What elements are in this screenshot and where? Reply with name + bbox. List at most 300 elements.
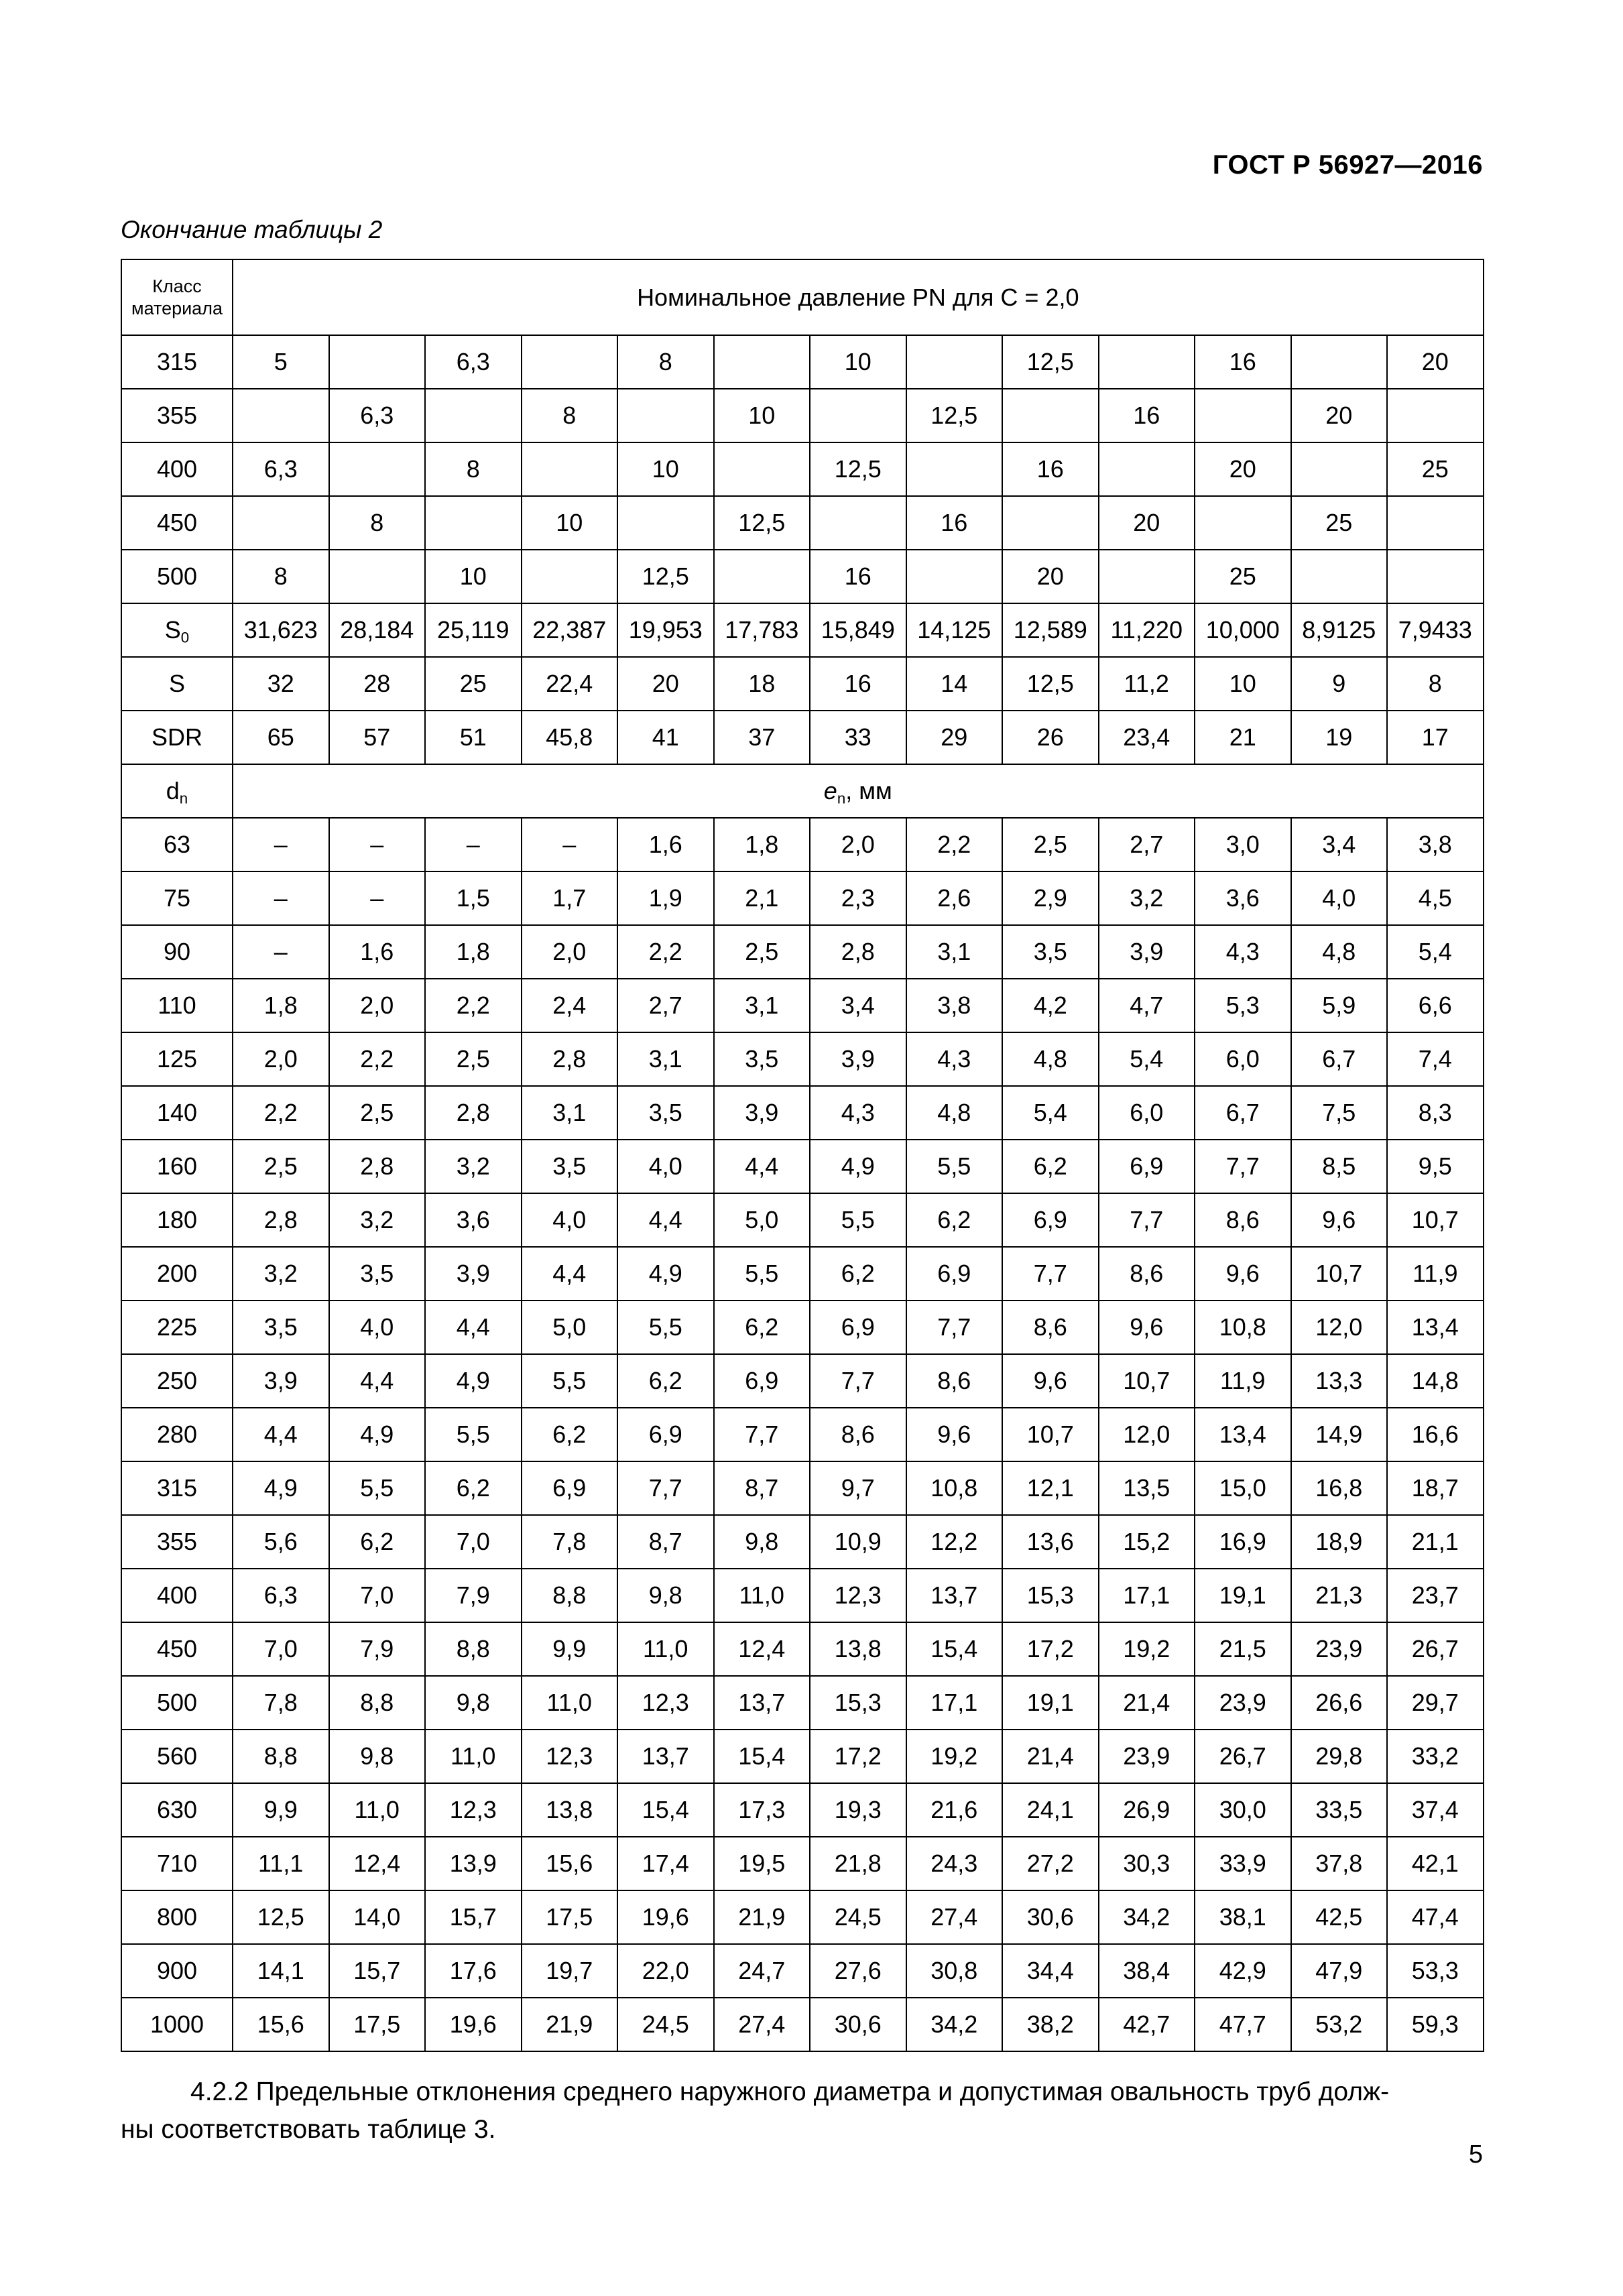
thickness-cell: 18,7 bbox=[1387, 1461, 1484, 1515]
thickness-cell: 19,1 bbox=[1002, 1676, 1099, 1730]
pressure-cell bbox=[329, 442, 426, 496]
outer-diameter-cell: 1000 bbox=[121, 1998, 233, 2051]
thickness-cell: 12,3 bbox=[810, 1569, 906, 1622]
nominal-pressure-header: Номинальное давление PN для C = 2,0 bbox=[233, 259, 1484, 335]
thickness-cell: 2,5 bbox=[233, 1140, 329, 1193]
thickness-cell: 17,2 bbox=[810, 1730, 906, 1783]
thickness-cell: 42,1 bbox=[1387, 1837, 1484, 1890]
thickness-cell: 21,9 bbox=[522, 1998, 618, 2051]
en-subscript: n bbox=[837, 790, 846, 807]
thickness-cell: 13,8 bbox=[522, 1783, 618, 1837]
thickness-cell: 8,8 bbox=[233, 1730, 329, 1783]
thickness-cell: 5,5 bbox=[810, 1193, 906, 1247]
thickness-cell: 17,4 bbox=[617, 1837, 714, 1890]
thickness-cell: 3,4 bbox=[1291, 818, 1388, 871]
outer-diameter-cell: 75 bbox=[121, 871, 233, 925]
thickness-cell: 27,6 bbox=[810, 1944, 906, 1998]
pressure-cell: 10 bbox=[810, 335, 906, 389]
thickness-cell: 3,1 bbox=[714, 979, 810, 1032]
thickness-cell: 11,0 bbox=[522, 1676, 618, 1730]
outer-diameter-cell: 500 bbox=[121, 1676, 233, 1730]
pressure-cell bbox=[906, 442, 1003, 496]
thickness-cell: 2,9 bbox=[1002, 871, 1099, 925]
pressure-cell: 10 bbox=[617, 442, 714, 496]
thickness-cell: – bbox=[233, 871, 329, 925]
thickness-cell: 3,4 bbox=[810, 979, 906, 1032]
thickness-row bbox=[121, 1676, 1484, 1730]
thickness-cell: 4,9 bbox=[233, 1461, 329, 1515]
thickness-cell: 7,7 bbox=[1195, 1140, 1291, 1193]
thickness-cell: 15,0 bbox=[1195, 1461, 1291, 1515]
thickness-cell: 2,6 bbox=[906, 871, 1003, 925]
thickness-cell: 42,9 bbox=[1195, 1944, 1291, 1998]
thickness-cell: 7,7 bbox=[810, 1354, 906, 1408]
en-unit: , мм bbox=[845, 777, 892, 804]
thickness-cell: 13,4 bbox=[1195, 1408, 1291, 1461]
paragraph-line-2: ны соответствовать таблице 3. bbox=[121, 2115, 496, 2144]
thickness-cell: 19,2 bbox=[906, 1730, 1003, 1783]
thickness-cell: 10,9 bbox=[810, 1515, 906, 1569]
thickness-cell: 6,2 bbox=[810, 1247, 906, 1301]
thickness-cell: 9,8 bbox=[329, 1730, 426, 1783]
pressure-cell: 12,5 bbox=[714, 496, 810, 550]
thickness-cell: 8,6 bbox=[906, 1354, 1003, 1408]
thickness-cell: 17,1 bbox=[1099, 1569, 1195, 1622]
thickness-cell: 3,2 bbox=[329, 1193, 426, 1247]
thickness-row bbox=[121, 1622, 1484, 1676]
pressure-cell: 20 bbox=[1291, 389, 1388, 442]
thickness-cell: 8,5 bbox=[1291, 1140, 1388, 1193]
thickness-cell: 16,6 bbox=[1387, 1408, 1484, 1461]
sdr-row bbox=[121, 711, 1484, 764]
thickness-cell: – bbox=[233, 925, 329, 979]
thickness-cell: 4,0 bbox=[329, 1301, 426, 1354]
thickness-cell: 21,3 bbox=[1291, 1569, 1388, 1622]
thickness-cell: 3,9 bbox=[1099, 925, 1195, 979]
material-class-cell: 450 bbox=[121, 496, 233, 550]
thickness-cell: 2,2 bbox=[425, 979, 522, 1032]
pressure-cell bbox=[1387, 389, 1484, 442]
outer-diameter-cell: 560 bbox=[121, 1730, 233, 1783]
thickness-cell: 2,5 bbox=[425, 1032, 522, 1086]
pressure-cell: 25 bbox=[1291, 496, 1388, 550]
table-header-row bbox=[121, 259, 1484, 335]
thickness-cell: 2,8 bbox=[425, 1086, 522, 1140]
thickness-cell: 4,8 bbox=[906, 1086, 1003, 1140]
thickness-row bbox=[121, 979, 1484, 1032]
outer-diameter-cell: 90 bbox=[121, 925, 233, 979]
thickness-cell: 5,9 bbox=[1291, 979, 1388, 1032]
thickness-cell: 1,8 bbox=[714, 818, 810, 871]
s0-cell: 25,119 bbox=[425, 603, 522, 657]
pressure-cell bbox=[1195, 496, 1291, 550]
thickness-cell: 9,8 bbox=[714, 1515, 810, 1569]
thickness-cell: 11,9 bbox=[1195, 1354, 1291, 1408]
pressure-row bbox=[121, 389, 1484, 442]
thickness-cell: 7,0 bbox=[233, 1622, 329, 1676]
thickness-cell: 7,5 bbox=[1291, 1086, 1388, 1140]
s-cell: 32 bbox=[233, 657, 329, 711]
thickness-cell: 18,9 bbox=[1291, 1515, 1388, 1569]
outer-diameter-cell: 710 bbox=[121, 1837, 233, 1890]
document-code: ГОСТ Р 56927—2016 bbox=[1212, 150, 1483, 180]
thickness-cell: – bbox=[329, 818, 426, 871]
thickness-cell: 2,5 bbox=[1002, 818, 1099, 871]
outer-diameter-cell: 900 bbox=[121, 1944, 233, 1998]
thickness-cell: 2,7 bbox=[1099, 818, 1195, 871]
thickness-cell: 5,0 bbox=[714, 1193, 810, 1247]
s0-cell: 11,220 bbox=[1099, 603, 1195, 657]
thickness-cell: 4,7 bbox=[1099, 979, 1195, 1032]
pressure-cell: 8 bbox=[329, 496, 426, 550]
thickness-cell: 16,9 bbox=[1195, 1515, 1291, 1569]
pressure-cell bbox=[425, 389, 522, 442]
page-number: 5 bbox=[1468, 2140, 1483, 2169]
sdr-cell: 41 bbox=[617, 711, 714, 764]
s-cell: 9 bbox=[1291, 657, 1388, 711]
thickness-cell: 4,5 bbox=[1387, 871, 1484, 925]
thickness-cell: 2,2 bbox=[329, 1032, 426, 1086]
pressure-cell bbox=[714, 335, 810, 389]
thickness-cell: 3,2 bbox=[425, 1140, 522, 1193]
thickness-cell: 27,2 bbox=[1002, 1837, 1099, 1890]
thickness-row bbox=[121, 1730, 1484, 1783]
thickness-cell: 34,2 bbox=[1099, 1890, 1195, 1944]
pressure-cell: 16 bbox=[906, 496, 1003, 550]
pressure-cell: 20 bbox=[1387, 335, 1484, 389]
thickness-cell: 23,9 bbox=[1291, 1622, 1388, 1676]
thickness-row bbox=[121, 1408, 1484, 1461]
thickness-cell: 3,9 bbox=[714, 1086, 810, 1140]
thickness-cell: 10,7 bbox=[1002, 1408, 1099, 1461]
thickness-cell: 8,3 bbox=[1387, 1086, 1484, 1140]
thickness-cell: 13,3 bbox=[1291, 1354, 1388, 1408]
thickness-cell: 26,7 bbox=[1195, 1730, 1291, 1783]
thickness-cell: 26,7 bbox=[1387, 1622, 1484, 1676]
thickness-cell: 15,7 bbox=[329, 1944, 426, 1998]
thickness-cell: 8,8 bbox=[329, 1676, 426, 1730]
thickness-cell: 47,4 bbox=[1387, 1890, 1484, 1944]
s0-cell: 19,953 bbox=[617, 603, 714, 657]
thickness-cell: 3,5 bbox=[522, 1140, 618, 1193]
thickness-cell: 9,6 bbox=[1099, 1301, 1195, 1354]
pressure-cell bbox=[1002, 389, 1099, 442]
paragraph-line-1: 4.2.2 Предельные отклонения среднего наружного диаметра и допустимая овальность труб долж- bbox=[190, 2077, 1390, 2106]
s0-cell: 15,849 bbox=[810, 603, 906, 657]
pressure-cell: 16 bbox=[1002, 442, 1099, 496]
thickness-cell: 12,3 bbox=[617, 1676, 714, 1730]
thickness-cell: 7,9 bbox=[329, 1622, 426, 1676]
thickness-cell: 7,0 bbox=[329, 1569, 426, 1622]
pressure-cell bbox=[1099, 550, 1195, 603]
pressure-cell: 6,3 bbox=[425, 335, 522, 389]
thickness-cell: 5,5 bbox=[329, 1461, 426, 1515]
pressure-cell: 12,5 bbox=[1002, 335, 1099, 389]
pressure-cell: 12,5 bbox=[617, 550, 714, 603]
thickness-cell: 38,4 bbox=[1099, 1944, 1195, 1998]
thickness-cell: 38,1 bbox=[1195, 1890, 1291, 1944]
thickness-cell: 6,2 bbox=[906, 1193, 1003, 1247]
outer-diameter-cell: 200 bbox=[121, 1247, 233, 1301]
pressure-cell bbox=[1099, 442, 1195, 496]
thickness-cell: 3,2 bbox=[233, 1247, 329, 1301]
s-cell: 8 bbox=[1387, 657, 1484, 711]
thickness-cell: – bbox=[425, 818, 522, 871]
thickness-cell: 4,2 bbox=[1002, 979, 1099, 1032]
material-class-header bbox=[121, 259, 233, 335]
pressure-cell: 20 bbox=[1099, 496, 1195, 550]
thickness-cell: 4,9 bbox=[810, 1140, 906, 1193]
material-class-cell: 400 bbox=[121, 442, 233, 496]
pressure-cell bbox=[329, 550, 426, 603]
thickness-cell: 12,3 bbox=[522, 1730, 618, 1783]
thickness-cell: 4,9 bbox=[425, 1354, 522, 1408]
pressure-cell bbox=[425, 496, 522, 550]
thickness-cell: 1,5 bbox=[425, 871, 522, 925]
material-class-header-line1: Класс bbox=[152, 276, 202, 297]
thickness-cell: 21,4 bbox=[1099, 1676, 1195, 1730]
s0-label-symbol: S bbox=[164, 616, 181, 644]
pressure-cell bbox=[1291, 335, 1388, 389]
thickness-cell: 8,6 bbox=[810, 1408, 906, 1461]
thickness-cell: 15,4 bbox=[714, 1730, 810, 1783]
thickness-cell: 2,5 bbox=[714, 925, 810, 979]
thickness-cell: 12,1 bbox=[1002, 1461, 1099, 1515]
thickness-cell: 11,1 bbox=[233, 1837, 329, 1890]
pressure-cell bbox=[906, 335, 1003, 389]
thickness-row bbox=[121, 1140, 1484, 1193]
thickness-cell: 5,4 bbox=[1002, 1086, 1099, 1140]
s0-label-subscript: 0 bbox=[180, 629, 190, 646]
thickness-cell: 17,6 bbox=[425, 1944, 522, 1998]
thickness-cell: 12,4 bbox=[329, 1837, 426, 1890]
thickness-cell: 6,2 bbox=[329, 1515, 426, 1569]
thickness-cell: 29,8 bbox=[1291, 1730, 1388, 1783]
thickness-cell: 3,1 bbox=[617, 1032, 714, 1086]
thickness-cell: 2,8 bbox=[233, 1193, 329, 1247]
thickness-row bbox=[121, 1301, 1484, 1354]
outer-diameter-cell: 400 bbox=[121, 1569, 233, 1622]
thickness-cell: 14,0 bbox=[329, 1890, 426, 1944]
pressure-cell bbox=[1099, 335, 1195, 389]
thickness-cell: 15,4 bbox=[906, 1622, 1003, 1676]
pressure-cell: 8 bbox=[425, 442, 522, 496]
thickness-cell: 9,5 bbox=[1387, 1140, 1484, 1193]
pressure-cell bbox=[906, 550, 1003, 603]
thickness-cell: 19,3 bbox=[810, 1783, 906, 1837]
pressure-cell bbox=[1387, 496, 1484, 550]
thickness-cell: 15,6 bbox=[522, 1837, 618, 1890]
thickness-cell: 7,8 bbox=[233, 1676, 329, 1730]
thickness-cell: 13,5 bbox=[1099, 1461, 1195, 1515]
thickness-cell: 6,6 bbox=[1387, 979, 1484, 1032]
thickness-cell: 19,6 bbox=[617, 1890, 714, 1944]
outer-diameter-cell: 225 bbox=[121, 1301, 233, 1354]
thickness-cell: 11,0 bbox=[714, 1569, 810, 1622]
thickness-row bbox=[121, 1837, 1484, 1890]
outer-diameter-cell: 280 bbox=[121, 1408, 233, 1461]
s-cell: 28 bbox=[329, 657, 426, 711]
thickness-cell: 59,3 bbox=[1387, 1998, 1484, 2051]
sdr-label: SDR bbox=[121, 711, 233, 764]
thickness-cell: 5,3 bbox=[1195, 979, 1291, 1032]
thickness-cell: 12,2 bbox=[906, 1515, 1003, 1569]
thickness-cell: 4,4 bbox=[714, 1140, 810, 1193]
pressure-row bbox=[121, 442, 1484, 496]
thickness-cell: 8,8 bbox=[522, 1569, 618, 1622]
thickness-cell: 7,7 bbox=[714, 1408, 810, 1461]
wall-thickness-table bbox=[121, 259, 1484, 2052]
thickness-cell: 3,2 bbox=[1099, 871, 1195, 925]
thickness-cell: 6,7 bbox=[1195, 1086, 1291, 1140]
thickness-cell: 8,7 bbox=[714, 1461, 810, 1515]
thickness-cell: 3,6 bbox=[425, 1193, 522, 1247]
dn-label-symbol: d bbox=[166, 777, 180, 804]
thickness-cell: 9,9 bbox=[522, 1622, 618, 1676]
thickness-cell: 10,8 bbox=[1195, 1301, 1291, 1354]
thickness-cell: 2,0 bbox=[233, 1032, 329, 1086]
thickness-cell: 12,0 bbox=[1291, 1301, 1388, 1354]
thickness-row bbox=[121, 818, 1484, 871]
thickness-cell: – bbox=[233, 818, 329, 871]
thickness-cell: 5,4 bbox=[1099, 1032, 1195, 1086]
thickness-cell: 2,4 bbox=[522, 979, 618, 1032]
thickness-cell: 34,2 bbox=[906, 1998, 1003, 2051]
sdr-cell: 65 bbox=[233, 711, 329, 764]
thickness-cell: 4,9 bbox=[329, 1408, 426, 1461]
thickness-cell: 4,8 bbox=[1291, 925, 1388, 979]
sdr-cell: 29 bbox=[906, 711, 1003, 764]
thickness-cell: 6,9 bbox=[810, 1301, 906, 1354]
thickness-cell: 2,0 bbox=[329, 979, 426, 1032]
thickness-cell: 3,5 bbox=[714, 1032, 810, 1086]
outer-diameter-cell: 160 bbox=[121, 1140, 233, 1193]
thickness-cell: 14,9 bbox=[1291, 1408, 1388, 1461]
thickness-cell: 2,2 bbox=[906, 818, 1003, 871]
pressure-row bbox=[121, 496, 1484, 550]
pressure-cell bbox=[1002, 496, 1099, 550]
thickness-cell: 17,5 bbox=[522, 1890, 618, 1944]
thickness-cell: 7,7 bbox=[617, 1461, 714, 1515]
thickness-row bbox=[121, 1032, 1484, 1086]
thickness-cell: 3,6 bbox=[1195, 871, 1291, 925]
material-class-cell: 500 bbox=[121, 550, 233, 603]
s0-cell: 7,9433 bbox=[1387, 603, 1484, 657]
thickness-cell: 7,7 bbox=[1002, 1247, 1099, 1301]
s-cell: 22,4 bbox=[522, 657, 618, 711]
thickness-cell: 9,6 bbox=[1002, 1354, 1099, 1408]
thickness-cell: 12,5 bbox=[233, 1890, 329, 1944]
thickness-cell: 6,7 bbox=[1291, 1032, 1388, 1086]
thickness-cell: 19,6 bbox=[425, 1998, 522, 2051]
thickness-cell: 3,0 bbox=[1195, 818, 1291, 871]
thickness-cell: 19,5 bbox=[714, 1837, 810, 1890]
pressure-cell bbox=[1291, 550, 1388, 603]
s0-cell: 31,623 bbox=[233, 603, 329, 657]
thickness-cell: 24,7 bbox=[714, 1944, 810, 1998]
thickness-cell: 6,0 bbox=[1099, 1086, 1195, 1140]
pressure-cell bbox=[329, 335, 426, 389]
thickness-cell: 5,5 bbox=[522, 1354, 618, 1408]
thickness-cell: 15,3 bbox=[1002, 1569, 1099, 1622]
thickness-cell: 3,9 bbox=[233, 1354, 329, 1408]
thickness-cell: 11,0 bbox=[329, 1783, 426, 1837]
thickness-cell: 21,8 bbox=[810, 1837, 906, 1890]
thickness-cell: 3,9 bbox=[425, 1247, 522, 1301]
thickness-cell: 9,6 bbox=[906, 1408, 1003, 1461]
thickness-cell: 4,0 bbox=[617, 1140, 714, 1193]
thickness-cell: 9,7 bbox=[810, 1461, 906, 1515]
s0-cell: 28,184 bbox=[329, 603, 426, 657]
thickness-cell: 42,5 bbox=[1291, 1890, 1388, 1944]
outer-diameter-cell: 180 bbox=[121, 1193, 233, 1247]
material-class-cell: 315 bbox=[121, 335, 233, 389]
thickness-cell: 7,4 bbox=[1387, 1032, 1484, 1086]
thickness-cell: 13,9 bbox=[425, 1837, 522, 1890]
s0-cell: 17,783 bbox=[714, 603, 810, 657]
thickness-cell: 21,5 bbox=[1195, 1622, 1291, 1676]
s-cell: 11,2 bbox=[1099, 657, 1195, 711]
thickness-cell: 21,4 bbox=[1002, 1730, 1099, 1783]
thickness-cell: 6,2 bbox=[425, 1461, 522, 1515]
pressure-cell: 8 bbox=[522, 389, 618, 442]
thickness-cell: 8,6 bbox=[1002, 1301, 1099, 1354]
thickness-cell: 13,4 bbox=[1387, 1301, 1484, 1354]
thickness-cell: 13,8 bbox=[810, 1622, 906, 1676]
thickness-cell: 6,9 bbox=[906, 1247, 1003, 1301]
s0-cell: 8,9125 bbox=[1291, 603, 1388, 657]
outer-diameter-cell: 110 bbox=[121, 979, 233, 1032]
thickness-cell: 6,9 bbox=[714, 1354, 810, 1408]
thickness-cell: 9,9 bbox=[233, 1783, 329, 1837]
pressure-cell: 16 bbox=[1195, 335, 1291, 389]
thickness-cell: 15,7 bbox=[425, 1890, 522, 1944]
thickness-cell: 2,8 bbox=[522, 1032, 618, 1086]
thickness-cell: 6,2 bbox=[1002, 1140, 1099, 1193]
pressure-cell: 8 bbox=[617, 335, 714, 389]
thickness-cell: 11,0 bbox=[425, 1730, 522, 1783]
pressure-cell: 10 bbox=[522, 496, 618, 550]
thickness-cell: – bbox=[329, 871, 426, 925]
wall-thickness-header bbox=[233, 764, 1484, 818]
thickness-cell: 3,1 bbox=[522, 1086, 618, 1140]
paragraph-4-2-2 bbox=[121, 2073, 1483, 2149]
thickness-cell: 30,6 bbox=[1002, 1890, 1099, 1944]
pressure-cell: 6,3 bbox=[233, 442, 329, 496]
thickness-cell: 47,9 bbox=[1291, 1944, 1388, 1998]
thickness-cell: 24,3 bbox=[906, 1837, 1003, 1890]
sdr-cell: 21 bbox=[1195, 711, 1291, 764]
thickness-cell: 4,4 bbox=[425, 1301, 522, 1354]
outer-diameter-cell: 800 bbox=[121, 1890, 233, 1944]
thickness-cell: 33,5 bbox=[1291, 1783, 1388, 1837]
thickness-cell: 1,6 bbox=[617, 818, 714, 871]
thickness-cell: 4,4 bbox=[522, 1247, 618, 1301]
thickness-cell: 23,9 bbox=[1099, 1730, 1195, 1783]
thickness-cell: 4,8 bbox=[1002, 1032, 1099, 1086]
thickness-cell: 10,7 bbox=[1099, 1354, 1195, 1408]
thickness-cell: 53,3 bbox=[1387, 1944, 1484, 1998]
thickness-cell: 4,0 bbox=[1291, 871, 1388, 925]
thickness-cell: 4,3 bbox=[906, 1032, 1003, 1086]
pressure-row bbox=[121, 550, 1484, 603]
thickness-cell: 5,5 bbox=[617, 1301, 714, 1354]
thickness-cell: 2,7 bbox=[617, 979, 714, 1032]
thickness-cell: 47,7 bbox=[1195, 1998, 1291, 2051]
thickness-cell: 10,7 bbox=[1291, 1247, 1388, 1301]
thickness-cell: 11,9 bbox=[1387, 1247, 1484, 1301]
thickness-row bbox=[121, 871, 1484, 925]
